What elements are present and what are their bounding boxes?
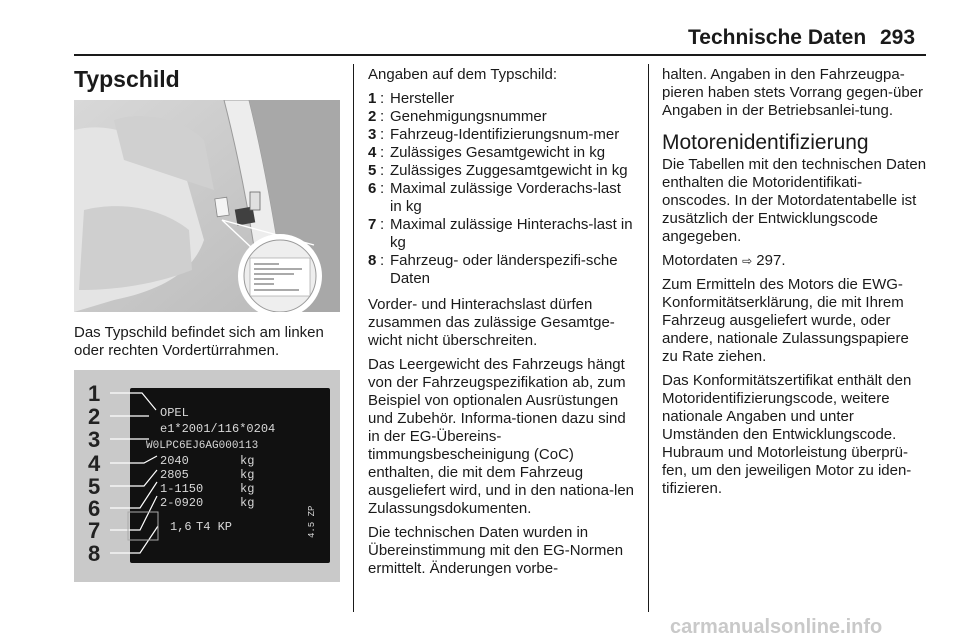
plate-unit: kg bbox=[240, 454, 255, 468]
paragraph: Das Leergewicht des Fahrzeugs hängt von der Fahrzeugspezifikation ab, zum Beispiel von optionalen Ausrüstungen und Zubehör. Informa-tionen dazu sind in der EG-Übereins-timmungsbescheinigung (CoC) enthalten, die mit dem Fahrzeug ausgeliefert wird, und in den nationa-len Zulassungsdokumenten. bbox=[368, 356, 635, 517]
running-header-title: Technische Daten bbox=[688, 26, 867, 49]
paragraph: Vorder- und Hinterachslast dürfen zusammen das zulässige Gesamtge-wicht nicht überschreiten. bbox=[368, 296, 615, 349]
column-separator bbox=[353, 64, 354, 612]
plate-unit: kg bbox=[240, 482, 255, 496]
paragraph: halten. Angaben in den Fahrzeugpa-pieren haben stets Vorrang gegen-über Angaben in der Betriebsanlei-tung. bbox=[662, 66, 924, 119]
plate-unit: kg bbox=[240, 468, 255, 482]
header-rule bbox=[74, 54, 926, 56]
list-item: 2 : Genehmigungsnummer bbox=[368, 108, 547, 125]
callout-number: 2 bbox=[88, 404, 101, 429]
list-item: 4 : Zulässiges Gesamtgewicht in kg bbox=[368, 144, 606, 161]
callout-number: 8 bbox=[88, 541, 101, 566]
callout-number: 5 bbox=[88, 474, 101, 499]
paragraph: Zum Ermitteln des Motors die EWG-Konformitätserklärung, die mit Ihrem Fahrzeug ausgeliefert wurde, oder andere, nationale Zulassungspapiere zu Rate ziehen. bbox=[662, 276, 909, 365]
page-number: 293 bbox=[880, 26, 916, 49]
plate-line: W0LPC6EJ6AG000113 bbox=[146, 440, 259, 452]
callout-number: 3 bbox=[88, 427, 101, 452]
column-3 bbox=[662, 66, 928, 504]
paragraph: Das Konformitätszertifikat enthält den Motoridentifizierungscode, weitere nationale Angaben und unter Umständen den Entwicklungscode. Hubraum und Motorleistung überprü-fen, um den jeweiligen Motor zu iden-tifizieren. bbox=[662, 372, 912, 497]
arrow-right-icon: ⇨ bbox=[742, 254, 753, 268]
column-2 bbox=[368, 66, 636, 584]
list-item: 7 : Maximal zulässige Hinterachs-last in kg bbox=[368, 216, 633, 251]
plate-value: 1-1150 bbox=[160, 482, 204, 496]
list-item: 8 : Fahrzeug- oder länderspezifi-sche Daten bbox=[368, 252, 618, 287]
plate-footer-mid: T4 KP bbox=[196, 520, 233, 534]
plate-footer-right: 4.5 ZP bbox=[307, 505, 317, 538]
door-frame-photo bbox=[74, 100, 340, 312]
subsection-heading: Motorenidentifizierung bbox=[662, 131, 869, 154]
plate-line: OPEL bbox=[160, 406, 189, 420]
plate-value: 2805 bbox=[160, 468, 189, 482]
plate-unit: kg bbox=[240, 496, 255, 510]
plate-footer-left: 1,6 bbox=[170, 520, 192, 534]
list-intro: Angaben auf dem Typschild: bbox=[368, 66, 558, 83]
callout-number: 6 bbox=[88, 496, 101, 521]
callout-number: 1 bbox=[88, 381, 101, 406]
callout-number: 4 bbox=[88, 451, 101, 476]
plate-legend-list bbox=[368, 90, 636, 288]
paragraph: Die technischen Daten wurden in Übereinstimmung mit den EG-Normen ermittelt. Änderungen vorbe- bbox=[368, 524, 624, 577]
section-title: Typschild bbox=[74, 66, 180, 92]
watermark: carmanualsonline.info bbox=[670, 616, 883, 638]
list-item: 1 : Hersteller bbox=[368, 90, 455, 107]
paragraph: Die Tabellen mit den technischen Daten enthalten die Motoridentifikati-onscodes. In der Motordatentabelle ist zusätzlich der Entwicklungscode angegeben. bbox=[662, 156, 927, 245]
column-separator bbox=[648, 64, 649, 612]
list-item: 3 : Fahrzeug-Identifizierungsnum-mer bbox=[368, 126, 620, 143]
type-plate-illustration bbox=[74, 370, 340, 582]
cross-reference[interactable]: Motordaten ⇨ 297. bbox=[662, 252, 786, 269]
callout-number: 7 bbox=[88, 518, 101, 543]
plate-line: e1*2001/116*0204 bbox=[160, 422, 276, 436]
list-item: 5 : Zulässiges Zuggesamtgewicht in kg bbox=[368, 162, 628, 179]
photo-caption: Das Typschild befindet sich am linken oder rechten Vordertürrahmen. bbox=[74, 324, 324, 359]
list-item: 6 : Maximal zulässige Vorderachs-last in kg bbox=[368, 180, 621, 215]
plate-value: 2-0920 bbox=[160, 496, 204, 510]
plate-value: 2040 bbox=[160, 454, 189, 468]
